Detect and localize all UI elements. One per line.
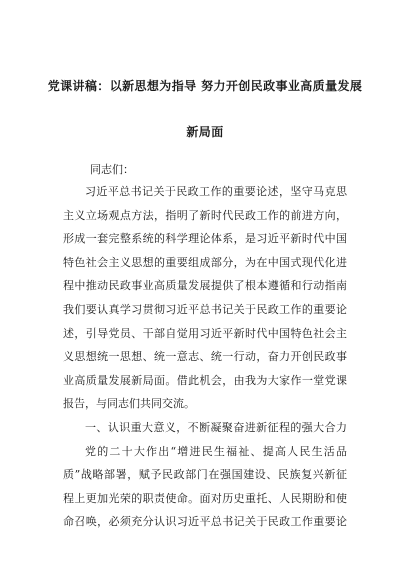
body-text [63,180,347,534]
paragraph-line: 我们要认真学习贯彻习近平总书记关于民政工作的重要论 [63,302,347,316]
paragraph-line: 义思想统一思想、统一意志、统一行动，奋力开创民政事 [63,350,347,364]
paragraph-line: 形成一套完整系统的科学理论体系，是习近平新时代中国 [63,232,347,246]
document-title-line-1: 党课讲稿：以新思想为指导 努力开创民政事业高质量发展 [47,79,363,93]
paragraph-line: 质”战略部署，赋予民政部门在强国建设、民族复兴新征 [63,468,347,482]
paragraph-line: 党的二十大作出“增进民生福祉、提高人民生活品 [85,444,347,458]
section-heading: 一、认识重大意义，不断凝聚奋进新征程的强大合力 [85,420,347,434]
paragraph-line: 报告，与同志们共同交流。 [63,397,195,411]
paragraph-line: 程上更加光荣的职责使命。面对历史重托、人民期盼和使 [63,491,347,505]
document-title-line-2: 新局面 [186,125,224,139]
paragraph-line: 特色社会主义思想的重要组成部分，为在中国式现代化进 [63,255,347,269]
paragraph-line: 程中推动民政事业高质量发展提供了根本遵循和行动指南 [63,279,347,293]
paragraph-line: 命召唤，必须充分认识习近平总书记关于民政工作重要论 [63,515,347,529]
paragraph-line: 述，引导党员、干部自觉用习近平新时代中国特色社会主 [63,326,347,340]
paragraph-line: 习近平总书记关于民政工作的重要论述，坚守马克思 [85,185,347,198]
paragraph-line: 主义立场观点方法，指明了新时代民政工作的前进方向， [63,208,347,222]
paragraph-line: 业高质量发展新局面。借此机会，由我为大家作一堂党课 [63,373,347,387]
greeting: 同志们： [90,163,134,176]
